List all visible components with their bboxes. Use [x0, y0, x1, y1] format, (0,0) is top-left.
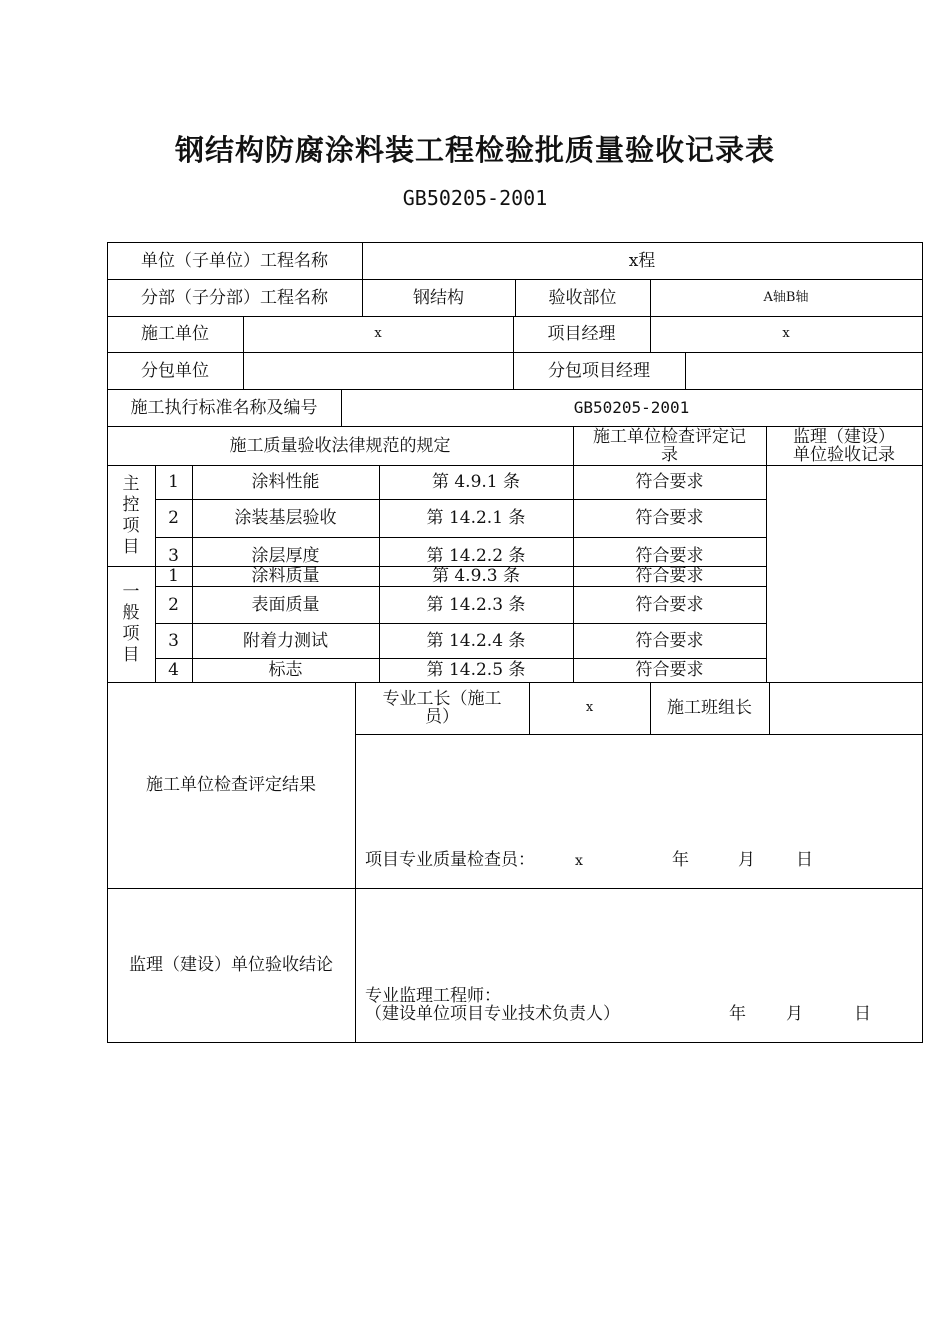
- document-title: 钢结构防腐涂料装工程检验批质量验收记录表: [174, 133, 775, 167]
- table-row-clause: 第 14.2.2 条: [426, 545, 526, 566]
- subcontract-manager-label: 分包项目经理: [548, 360, 650, 381]
- sub-project-value: 钢结构: [413, 287, 464, 308]
- inspector-label: 项目专业质量检查员：: [365, 850, 535, 870]
- supervisor-column-header: 监理（建设） 单位验收记录: [793, 426, 895, 465]
- table-row-item: 表面质量: [251, 594, 320, 615]
- table-row-item: 涂层厚度: [251, 545, 320, 566]
- sub-project-label: 分部（子分部）工程名称: [141, 287, 328, 308]
- table-row-number: 1: [168, 566, 179, 586]
- acceptance-part-value: A轴B轴: [763, 289, 809, 305]
- table-row-item: 涂料性能: [251, 472, 320, 492]
- project-manager-label: 项目经理: [547, 324, 616, 344]
- table-row-result: 符合要求: [635, 594, 704, 615]
- table-row-number: 4: [168, 660, 179, 680]
- table-row-result: 符合要求: [635, 566, 704, 586]
- table-row-clause: 第 14.2.4 条: [426, 630, 526, 651]
- team-leader-value: [769, 682, 922, 734]
- table-row-number: 2: [168, 594, 179, 615]
- inspector-value: x: [575, 853, 583, 869]
- supervisor-engineer-label: 专业监理工程师：: [365, 986, 501, 1006]
- subcontract-unit-value: [243, 352, 513, 389]
- table-row-number: 1: [168, 472, 179, 492]
- table-row-result: 符合要求: [635, 660, 704, 680]
- table-row-number: 3: [168, 545, 179, 566]
- owner-technical-lead-label: （建设单位项目专业技术负责人）: [365, 1004, 620, 1024]
- construction-unit-label: 施工单位: [141, 324, 209, 344]
- acceptance-part-label: 验收部位: [548, 287, 617, 308]
- table-row-item: 涂装基层验收: [234, 508, 337, 528]
- subcontract-unit-label: 分包单位: [141, 360, 209, 381]
- table-row-clause: 第 14.2.5 条: [426, 660, 526, 680]
- spec-column-header: 施工质量验收法律规范的规定: [229, 435, 451, 456]
- general-items-group-label: 一 般 项 目: [122, 582, 140, 665]
- standard-code: GB50205-2001: [402, 186, 548, 210]
- supervisor-year: 年: [729, 1004, 746, 1024]
- table-row-result: 符合要求: [635, 545, 704, 566]
- supervisor-month: 月: [786, 1004, 803, 1024]
- standard-label: 施工执行标准名称及编号: [130, 397, 318, 418]
- foreman-label: 专业工长（施工 员）: [382, 689, 502, 727]
- table-row-item: 附着力测试: [243, 630, 328, 651]
- supervisor-day: 日: [854, 1004, 871, 1024]
- table-row-clause: 第 14.2.3 条: [426, 594, 526, 615]
- table-row-number: 3: [168, 630, 179, 651]
- team-leader-label: 施工班组长: [667, 698, 752, 718]
- table-row-result: 符合要求: [635, 630, 704, 651]
- inspector-day: 日: [796, 850, 813, 870]
- subcontract-manager-value: [685, 352, 922, 389]
- main-items-group-label: 主 控 项 目: [122, 473, 140, 557]
- table-row-item: 标志: [268, 660, 303, 680]
- table-row-item: 涂料质量: [251, 566, 320, 586]
- table-row-clause: 第 14.2.1 条: [426, 508, 526, 528]
- inspector-month: 月: [738, 850, 755, 870]
- table-row-result: 符合要求: [635, 472, 704, 492]
- unit-project-label: 单位（子单位）工程名称: [141, 250, 328, 271]
- standard-value: GB50205-2001: [573, 397, 690, 417]
- table-row-result: 符合要求: [635, 508, 704, 528]
- contractor-result-label: 施工单位检查评定结果: [146, 775, 316, 795]
- supervisor-conclusion-label: 监理（建设）单位验收结论: [129, 955, 333, 975]
- table-row-clause: 第 4.9.1 条: [431, 472, 521, 492]
- contractor-check-column-header: 施工单位检查评定记 录: [593, 426, 746, 465]
- project-manager-value: x: [782, 326, 790, 341]
- unit-project-value: x程: [628, 250, 656, 271]
- inspector-year: 年: [672, 850, 689, 870]
- table-row-clause: 第 4.9.3 条: [431, 566, 521, 586]
- foreman-value: x: [585, 700, 594, 715]
- construction-unit-value: x: [374, 326, 382, 341]
- table-row-number: 2: [168, 508, 179, 528]
